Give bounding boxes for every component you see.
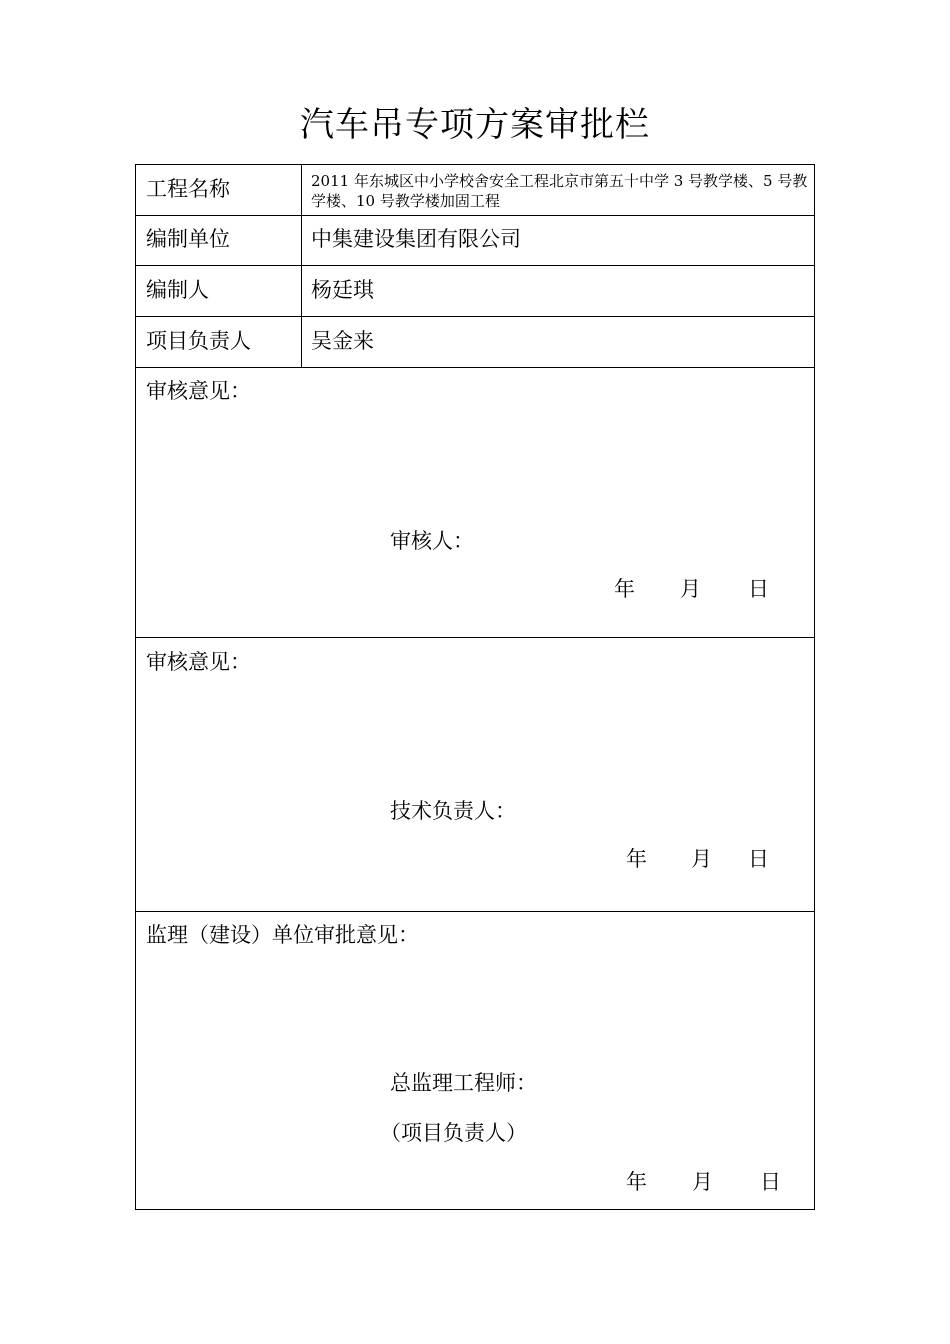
- chief-supervisor-signature-label: 总监理工程师：: [390, 1071, 537, 1095]
- project-manager-label: 项目负责人: [146, 329, 251, 353]
- compiler-label: 编制人: [146, 278, 209, 302]
- column-divider: [301, 165, 302, 367]
- row-divider: [136, 316, 814, 317]
- compiling-unit-value: 中集建设集团有限公司: [311, 227, 521, 251]
- signer-note: （项目负责人）: [380, 1121, 527, 1145]
- date-month: 月: [680, 577, 701, 601]
- technical-lead-signature-label: 技术负责人：: [390, 799, 516, 823]
- reviewer-signature-label: 审核人：: [390, 529, 474, 553]
- date-day: 日: [760, 1170, 781, 1194]
- technical-review-heading: 审核意见：: [146, 650, 251, 674]
- date-month: 月: [692, 1170, 713, 1194]
- date-day: 日: [748, 847, 769, 871]
- supervision-approval-heading: 监理（建设）单位审批意见：: [146, 923, 419, 947]
- row-divider: [136, 367, 814, 368]
- section-divider: [136, 637, 814, 638]
- date-month: 月: [691, 847, 712, 871]
- project-name-value: 2011 年东城区中小学校舍安全工程北京市第五十中学 3 号教学楼、5 号教学楼、10 号教学楼加固工程: [311, 172, 808, 210]
- review-opinion-heading: 审核意见：: [146, 379, 251, 403]
- compiler-value: 杨廷琪: [311, 278, 374, 302]
- project-manager-value: 吴金来: [311, 329, 374, 353]
- section-divider: [136, 911, 814, 912]
- date-year: 年: [614, 577, 635, 601]
- date-year: 年: [626, 1170, 647, 1194]
- row-divider: [136, 265, 814, 266]
- approval-form: [135, 164, 815, 1210]
- date-year: 年: [626, 847, 647, 871]
- row-divider: [136, 215, 814, 216]
- date-day: 日: [748, 577, 769, 601]
- page-title: 汽车吊专项方案审批栏: [300, 105, 650, 145]
- project-name-label: 工程名称: [146, 177, 230, 201]
- compiling-unit-label: 编制单位: [146, 227, 230, 251]
